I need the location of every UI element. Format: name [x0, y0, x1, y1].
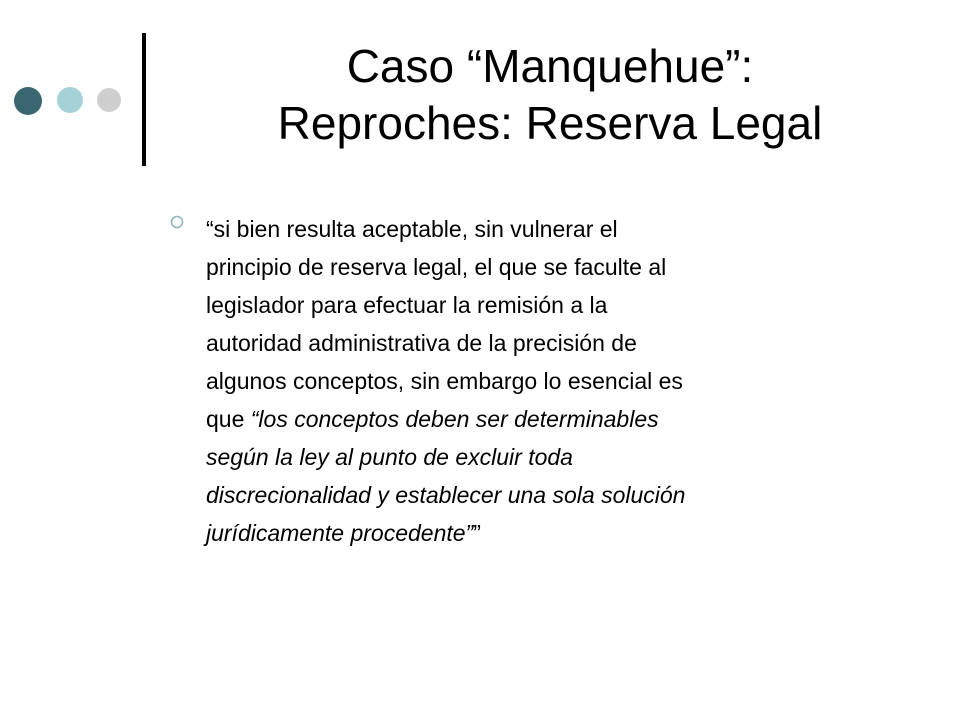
bullet-line-2 — [206, 248, 896, 286]
slide-title — [160, 38, 940, 152]
bullet-line-6-quote: “los conceptos deben ser determinables — [250, 406, 659, 432]
bullet-line-6 — [206, 400, 896, 438]
slide-title-line-2: Reproches: Reserva Legal — [277, 97, 823, 149]
bullet-line-2-text: principio de reserva legal, el que se faculte al — [206, 254, 667, 280]
dark-teal-dot-icon — [14, 87, 42, 115]
bullet-line-8-quote: discrecionalidad y establecer una sola solución — [206, 482, 686, 508]
bullet-line-1 — [206, 210, 896, 248]
hollow-circle-bullet-icon — [170, 215, 184, 229]
slide-title-line-1: Caso “Manquehue”: — [346, 40, 754, 92]
gray-dot-icon — [97, 88, 121, 112]
bullet-line-4 — [206, 324, 896, 362]
bullet-line-3-text: legislador para efectuar la remisión a la — [206, 292, 608, 318]
bullet-line-1-text: “si bien resulta aceptable, sin vulnerar el — [206, 216, 618, 242]
bullet-line-7 — [206, 438, 896, 476]
bullet-text — [206, 210, 896, 552]
bullet-line-9-tail: ” — [473, 520, 481, 546]
title-divider-line — [142, 33, 146, 166]
bullet-line-9 — [206, 514, 896, 552]
bullet-line-6-text: que — [206, 406, 251, 432]
bullet-line-7-quote: según la ley al punto de excluir toda — [206, 444, 573, 470]
bullet-line-5-text: algunos conceptos, sin embargo lo esencial es — [206, 368, 683, 394]
bullet-line-5 — [206, 362, 896, 400]
bullet-line-4-text: autoridad administrativa de la precisión de — [206, 330, 637, 356]
bullet-line-3 — [206, 286, 896, 324]
light-teal-dot-icon — [57, 87, 83, 113]
bullet-line-9-quote: jurídicamente procedente” — [206, 520, 474, 546]
bullet-line-8 — [206, 476, 896, 514]
